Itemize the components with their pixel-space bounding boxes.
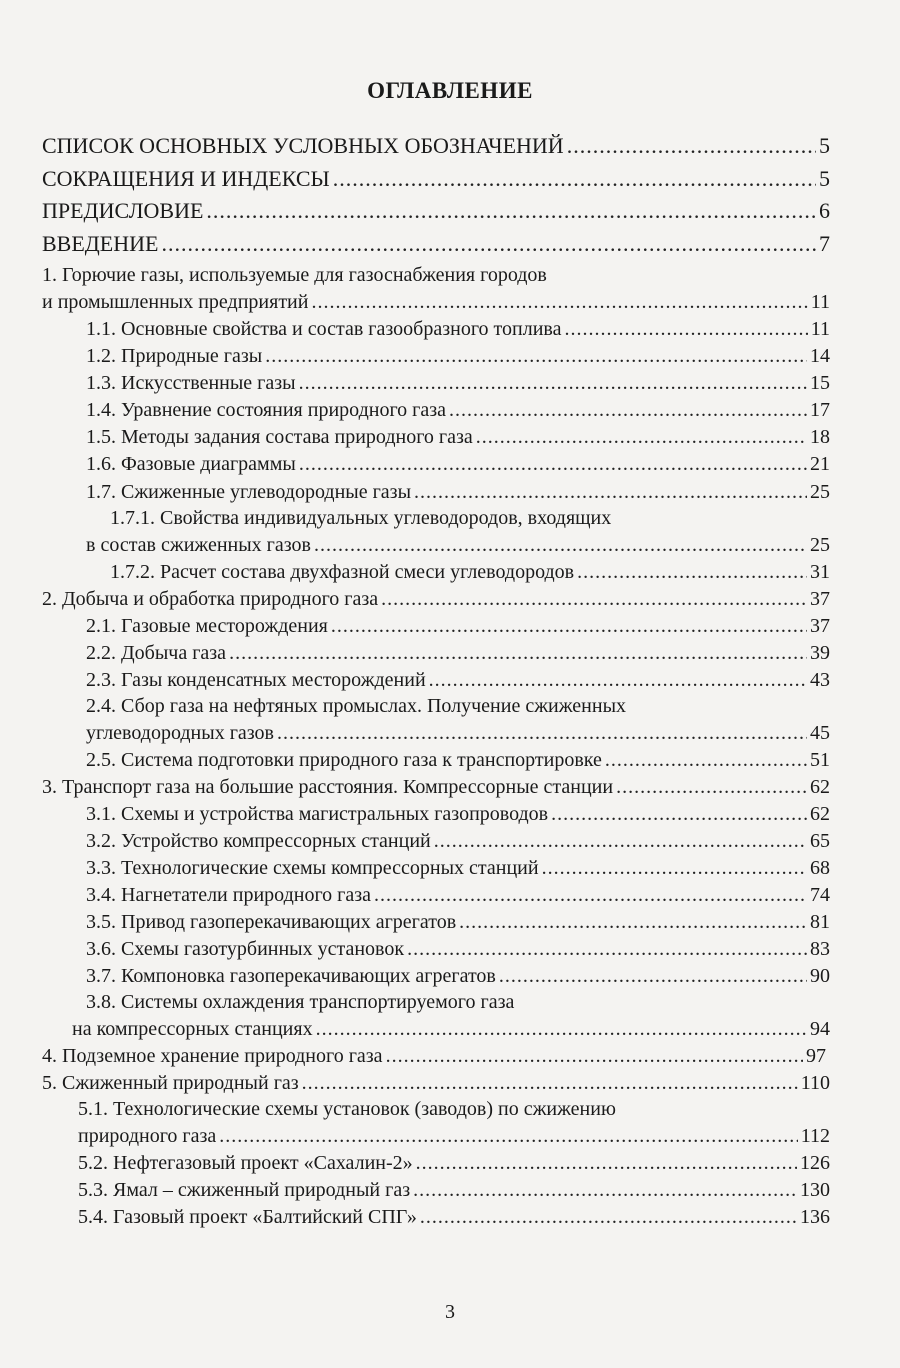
toc-entry-text: 5. Сжиженный природный газ xyxy=(42,1072,299,1094)
toc-entry-page: 130 xyxy=(800,1179,830,1201)
toc-entry-page: 25 xyxy=(810,481,830,503)
toc-entry[interactable] xyxy=(78,1124,830,1148)
dot-leader xyxy=(314,533,807,557)
toc-entry-text: 3.3. Технологические схемы компрессорных станций xyxy=(86,857,539,879)
toc-entry-text: 1.7.2. Расчет состава двухфазной смеси углеводородов xyxy=(110,561,575,583)
toc-entry-text: 2. Добыча и обработка природного газа xyxy=(42,588,379,610)
toc-entry[interactable] xyxy=(86,883,830,907)
dot-leader xyxy=(381,587,807,611)
toc-entry[interactable] xyxy=(42,199,830,223)
toc-entry-first-line: 5.1. Технологические схемы установок (заводов) по сжижению xyxy=(78,1098,616,1120)
toc-entry[interactable] xyxy=(72,1017,830,1041)
toc-entry-text: 3.4. Нагнетатели природного газа xyxy=(86,884,372,906)
toc-entry-text: 3.2. Устройство компрессорных станций xyxy=(86,830,431,852)
toc-title: ОГЛАВЛЕНИЕ xyxy=(367,78,533,103)
toc-entry[interactable] xyxy=(86,317,830,341)
toc-entry-page: 62 xyxy=(810,776,830,798)
toc-entry[interactable] xyxy=(86,829,830,853)
toc-entry[interactable] xyxy=(86,937,830,961)
toc-entry-text: 2.3. Газы конденсатных месторождений xyxy=(86,669,426,691)
toc-entry[interactable] xyxy=(86,398,830,422)
toc-entry-page: 83 xyxy=(810,938,830,960)
dot-leader xyxy=(333,167,816,191)
toc-entry-text: 2.5. Система подготовки природного газа к транспортировке xyxy=(86,749,602,771)
dot-leader xyxy=(311,290,807,314)
toc-entry-text: 1.2. Природные газы xyxy=(86,345,263,367)
toc-entry-text: 1.1. Основные свойства и состав газообразного топлива xyxy=(86,318,562,340)
toc-entry[interactable] xyxy=(86,533,830,557)
toc-entry-text: 5.4. Газовый проект «Балтийский СПГ» xyxy=(78,1206,417,1228)
toc-entry-page: 11 xyxy=(810,318,830,340)
toc-entry[interactable] xyxy=(86,480,830,504)
toc-entry-text: углеводородных газов xyxy=(86,722,274,744)
toc-entry-text: 3. Транспорт газа на большие расстояния. Компрессорные станции xyxy=(42,776,614,798)
toc-entry-page: 7 xyxy=(819,231,830,256)
toc-entry[interactable] xyxy=(78,1205,830,1229)
toc-entry-page: 17 xyxy=(810,399,830,421)
toc-entry-page: 15 xyxy=(810,372,830,394)
toc-entry-page: 126 xyxy=(800,1152,830,1174)
dot-leader xyxy=(416,1151,797,1175)
toc-entry[interactable] xyxy=(86,452,830,476)
toc-entry-text: 1.7. Сжиженные углеводородные газы xyxy=(86,481,411,503)
toc-entry[interactable] xyxy=(78,1178,830,1202)
toc-entry-text: в состав сжиженных газов xyxy=(86,534,311,556)
toc-entry-text: 1.6. Фазовые диаграммы xyxy=(86,453,296,475)
toc-entry-text: 3.5. Привод газоперекачивающих агрегатов xyxy=(86,911,457,933)
toc-entry-page: 51 xyxy=(810,749,830,771)
toc-entry-text: 1.3. Искусственные газы xyxy=(86,372,296,394)
dot-leader xyxy=(299,371,807,395)
toc-entry-page: 31 xyxy=(810,561,830,583)
dot-leader xyxy=(459,910,807,934)
toc-entry-text: 3.6. Схемы газотурбинных установок xyxy=(86,938,405,960)
toc-entry-text: ПРЕДИСЛОВИЕ xyxy=(42,198,204,223)
dot-leader xyxy=(277,721,807,745)
toc-entry-text: 5.2. Нефтегазовый проект «Сахалин-2» xyxy=(78,1152,413,1174)
toc-entry-page: 68 xyxy=(810,857,830,879)
dot-leader xyxy=(265,344,807,368)
toc-entry-text: 4. Подземное хранение природного газа xyxy=(42,1045,383,1067)
toc-entry-page: 5 xyxy=(819,133,830,158)
toc-entry[interactable] xyxy=(86,668,830,692)
toc-entry[interactable] xyxy=(42,775,830,799)
toc-entry-text: СПИСОК ОСНОВНЫХ УСЛОВНЫХ ОБОЗНАЧЕНИЙ xyxy=(42,133,564,158)
toc-entry[interactable] xyxy=(42,290,830,314)
dot-leader xyxy=(219,1124,797,1148)
dot-leader xyxy=(567,134,816,158)
dot-leader xyxy=(551,802,807,826)
toc-entry[interactable] xyxy=(42,1044,826,1068)
toc-entry[interactable] xyxy=(42,587,830,611)
toc-entry-text: на компрессорных станциях xyxy=(72,1018,313,1040)
dot-leader xyxy=(434,829,807,853)
dot-leader xyxy=(316,1017,807,1041)
toc-entry-first-line: 1. Горючие газы, используемые для газоснабжения городов xyxy=(42,264,547,286)
toc-entry-page: 37 xyxy=(810,588,830,610)
dot-leader xyxy=(386,1044,803,1068)
dot-leader xyxy=(299,452,807,476)
toc-entry[interactable] xyxy=(42,1071,830,1095)
dot-leader xyxy=(429,668,807,692)
toc-entry-text: 3.7. Компоновка газоперекачивающих агрегатов xyxy=(86,965,496,987)
toc-entry[interactable] xyxy=(86,910,830,934)
toc-entry-page: 14 xyxy=(810,345,830,367)
dot-leader xyxy=(229,641,807,665)
dot-leader xyxy=(331,614,807,638)
dot-leader xyxy=(605,748,807,772)
dot-leader xyxy=(302,1071,798,1095)
toc-entry[interactable] xyxy=(86,748,830,772)
toc-entry-page: 5 xyxy=(819,166,830,191)
toc-entry[interactable] xyxy=(86,856,830,880)
toc-entry-first-line: 1.7.1. Свойства индивидуальных углеводородов, входящих xyxy=(110,507,612,529)
toc-entry-page: 65 xyxy=(810,830,830,852)
toc-entry[interactable] xyxy=(86,802,830,826)
toc-entry-page: 21 xyxy=(810,453,830,475)
toc-entry-first-line: 2.4. Сбор газа на нефтяных промыслах. Получение сжиженных xyxy=(86,695,626,717)
toc-entry-page: 39 xyxy=(810,642,830,664)
toc-entry-page: 81 xyxy=(810,911,830,933)
toc-entry-page: 18 xyxy=(810,426,830,448)
dot-leader xyxy=(449,398,807,422)
toc-entry-text: 2.1. Газовые месторождения xyxy=(86,615,328,637)
dot-leader xyxy=(414,480,807,504)
dot-leader xyxy=(542,856,807,880)
dot-leader xyxy=(616,775,807,799)
toc-entry-text: СОКРАЩЕНИЯ И ИНДЕКСЫ xyxy=(42,166,330,191)
toc-entry-text: 5.3. Ямал – сжиженный природный газ xyxy=(78,1179,411,1201)
toc-entry-text: 3.1. Схемы и устройства магистральных газопроводов xyxy=(86,803,549,825)
toc-entry-page: 97 xyxy=(806,1045,826,1067)
toc-entry[interactable] xyxy=(86,721,830,745)
dot-leader xyxy=(499,964,807,988)
dot-leader xyxy=(564,317,807,341)
toc-entry[interactable] xyxy=(86,344,830,368)
toc-entry-page: 90 xyxy=(810,965,830,987)
toc-entry-page: 6 xyxy=(819,198,830,223)
toc-entry[interactable] xyxy=(42,134,830,158)
toc-entry[interactable] xyxy=(86,641,830,665)
toc-entry-page: 43 xyxy=(810,669,830,691)
toc-entry-text: 1.5. Методы задания состава природного газа xyxy=(86,426,473,448)
toc-entry-text: ВВЕДЕНИЕ xyxy=(42,231,159,256)
dot-leader xyxy=(374,883,807,907)
dot-leader xyxy=(476,425,807,449)
toc-entry-page: 11 xyxy=(810,291,830,313)
toc-entry-text: 1.4. Уравнение состояния природного газа xyxy=(86,399,447,421)
toc-entry[interactable] xyxy=(86,614,830,638)
dot-leader xyxy=(420,1205,797,1229)
toc-entry[interactable] xyxy=(42,232,830,256)
toc-entry[interactable] xyxy=(86,964,830,988)
toc-entry-page: 74 xyxy=(810,884,830,906)
dot-leader xyxy=(413,1178,797,1202)
page-number: 3 xyxy=(445,1301,455,1323)
dot-leader xyxy=(206,199,816,223)
toc-entry-page: 94 xyxy=(810,1018,830,1040)
toc-entry-page: 62 xyxy=(810,803,830,825)
toc-entry-page: 136 xyxy=(800,1206,830,1228)
toc-entry-text: и промышленных предприятий xyxy=(42,291,309,313)
toc-entry[interactable] xyxy=(86,371,830,395)
toc-entry[interactable] xyxy=(42,167,830,191)
dot-leader xyxy=(407,937,807,961)
toc-entry-page: 112 xyxy=(800,1125,830,1147)
toc-entry[interactable] xyxy=(78,1151,830,1175)
toc-entry-page: 45 xyxy=(810,722,830,744)
dot-leader xyxy=(577,560,807,584)
toc-entry-page: 25 xyxy=(810,534,830,556)
toc-entry[interactable] xyxy=(110,560,830,584)
toc-entry-page: 110 xyxy=(800,1072,830,1094)
dot-leader xyxy=(161,232,816,256)
toc-entry-page: 37 xyxy=(810,615,830,637)
toc-entry[interactable] xyxy=(86,425,830,449)
toc-entry-first-line: 3.8. Системы охлаждения транспортируемого газа xyxy=(86,991,515,1013)
toc-entry-text: 2.2. Добыча газа xyxy=(86,642,227,664)
toc-entry-text: природного газа xyxy=(78,1125,217,1147)
